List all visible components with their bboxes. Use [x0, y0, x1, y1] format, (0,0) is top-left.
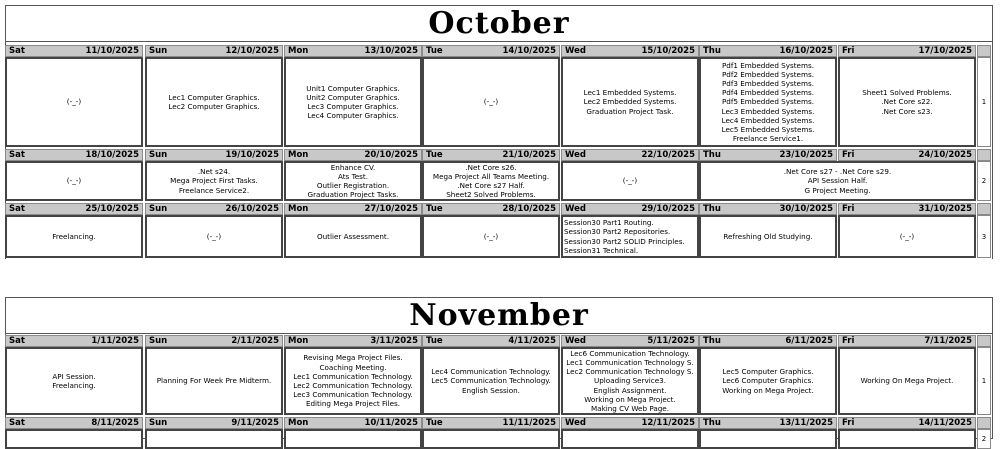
- day-cell[interactable]: [5, 161, 143, 201]
- day-date: 22/10/2025: [641, 150, 695, 160]
- task-line: Lec6 Computer Graphics.: [722, 376, 814, 386]
- day-header: [5, 149, 143, 161]
- task-line: Coaching Meeting.: [319, 362, 387, 372]
- task-line: Mega Project All Teams Meeting.: [432, 171, 550, 181]
- task-line: Session30 Part2 SOLID Principles.: [564, 236, 685, 246]
- day-header: [5, 417, 143, 429]
- task-line: English Session.: [462, 385, 520, 395]
- day-date: 1/11/2025: [91, 336, 139, 346]
- day-name: Sat: [9, 418, 25, 428]
- day-name: Fri: [842, 204, 855, 214]
- day-date: 17/10/2025: [918, 46, 972, 56]
- day-date: 12/11/2025: [641, 418, 695, 428]
- task-line: (-_-): [66, 176, 82, 186]
- day-cell[interactable]: [5, 429, 143, 449]
- day-cell[interactable]: [838, 347, 976, 415]
- day-cell[interactable]: [145, 57, 283, 147]
- day-header: [284, 417, 422, 429]
- day-cell[interactable]: [561, 215, 699, 258]
- day-name: Tue: [426, 418, 443, 428]
- task-line: Pdf4 Embedded Systems.: [721, 88, 815, 98]
- task-line: Freelance Service1.: [732, 134, 804, 144]
- day-cell[interactable]: [561, 161, 699, 201]
- day-name: Mon: [288, 204, 309, 214]
- day-cell[interactable]: [561, 429, 699, 449]
- task-line: Lec5 Embedded Systems.: [721, 125, 815, 134]
- task-line: Refreshing Old Studying.: [723, 231, 813, 241]
- task-line: Session30 Part2 Repositories.: [564, 227, 671, 237]
- day-date: 11/10/2025: [85, 46, 139, 56]
- week-header: [977, 45, 991, 57]
- week-header: [977, 149, 991, 161]
- day-date: 31/10/2025: [918, 204, 972, 214]
- day-name: Sat: [9, 204, 25, 214]
- day-header: [422, 335, 560, 347]
- day-date: 13/11/2025: [779, 418, 833, 428]
- day-name: Thu: [703, 204, 721, 214]
- day-cell[interactable]: [5, 347, 143, 415]
- day-date: 14/10/2025: [502, 46, 556, 56]
- day-date: 13/10/2025: [364, 46, 418, 56]
- week-number: 1: [977, 57, 991, 147]
- task-line: .Net Core s27 - .Net Core s29.: [783, 167, 892, 177]
- task-line: Unit2 Computer Graphics.: [306, 92, 400, 102]
- day-cell[interactable]: [838, 57, 976, 147]
- day-cell[interactable]: [284, 161, 422, 201]
- day-cell[interactable]: [284, 57, 422, 147]
- day-name: Fri: [842, 150, 855, 160]
- task-line: Freelancing.: [52, 381, 96, 390]
- day-cell[interactable]: [284, 429, 422, 449]
- day-header: [422, 417, 560, 429]
- day-date: 23/10/2025: [779, 150, 833, 160]
- day-header: [561, 45, 699, 57]
- task-line: API Session Half.: [807, 176, 868, 186]
- day-header: [699, 417, 837, 429]
- day-cell[interactable]: [145, 429, 283, 449]
- day-header: [284, 149, 422, 161]
- task-line: G Project Meeting.: [804, 185, 871, 195]
- day-date: 20/10/2025: [364, 150, 418, 160]
- task-line: Revising Mega Project Files.: [303, 353, 403, 363]
- task-line: Lec1 Computer Graphics.: [168, 92, 260, 102]
- day-name: Thu: [703, 46, 721, 56]
- task-line: .Net Core s27 Half.: [457, 181, 525, 190]
- day-cell[interactable]: [422, 161, 560, 201]
- day-header: [422, 45, 560, 57]
- day-header: [561, 417, 699, 429]
- day-date: 11/11/2025: [502, 418, 556, 428]
- week-number: 1: [977, 347, 991, 415]
- day-date: 4/11/2025: [508, 336, 556, 346]
- day-name: Wed: [565, 418, 586, 428]
- task-line: Lec3 Computer Graphics.: [307, 102, 399, 111]
- day-header: [145, 149, 283, 161]
- task-line: Editing Mega Project Files.: [305, 399, 401, 409]
- task-line: Ats Test.: [337, 171, 369, 181]
- day-cell[interactable]: [699, 161, 976, 201]
- day-name: Fri: [842, 418, 855, 428]
- day-header: [5, 335, 143, 347]
- day-name: Sun: [149, 150, 168, 160]
- day-name: Sun: [149, 418, 168, 428]
- day-header: [561, 335, 699, 347]
- day-date: 19/10/2025: [225, 150, 279, 160]
- task-line: Working On Mega Project.: [860, 376, 954, 386]
- day-cell[interactable]: [561, 57, 699, 147]
- month-gap: [0, 259, 1000, 297]
- task-line: Outlier Assessment.: [316, 231, 390, 241]
- day-name: Mon: [288, 336, 309, 346]
- week-number: 2: [977, 161, 991, 201]
- day-cell[interactable]: [422, 57, 560, 147]
- task-line: Mega Project First Tasks.: [170, 176, 258, 186]
- day-cell[interactable]: [284, 347, 422, 415]
- day-cell[interactable]: [699, 57, 837, 147]
- day-name: Mon: [288, 418, 309, 428]
- task-line: Pdf5 Embedded Systems.: [721, 97, 815, 107]
- day-cell[interactable]: [561, 347, 699, 415]
- day-name: Sat: [9, 46, 25, 56]
- day-date: 2/11/2025: [231, 336, 279, 346]
- task-line: Working on Mega Project.: [722, 385, 814, 395]
- day-cell[interactable]: [422, 215, 560, 258]
- week-header: [977, 335, 991, 347]
- day-cell[interactable]: [145, 347, 283, 415]
- day-name: Sat: [9, 150, 25, 160]
- task-line: Lec1 Communication Technology S.: [566, 358, 694, 367]
- day-header: [284, 203, 422, 215]
- day-date: 26/10/2025: [225, 204, 279, 214]
- task-line: API Session.: [52, 371, 96, 381]
- task-line: Pdf1 Embedded Systems.: [721, 60, 815, 70]
- day-cell[interactable]: [699, 347, 837, 415]
- day-header: [284, 335, 422, 347]
- day-name: Wed: [565, 46, 586, 56]
- task-line: Lec2 Communication Technology S.: [566, 367, 694, 377]
- week-number: 2: [977, 429, 991, 449]
- day-name: Fri: [842, 336, 855, 346]
- day-date: 8/11/2025: [91, 418, 139, 428]
- day-cell[interactable]: [284, 215, 422, 258]
- task-line: Session31 Technical.: [564, 245, 639, 255]
- day-date: 3/11/2025: [370, 336, 418, 346]
- day-header: [145, 203, 283, 215]
- task-line: Lec2 Embedded Systems.: [583, 97, 677, 107]
- day-name: Sat: [9, 336, 25, 346]
- day-header: [284, 45, 422, 57]
- day-name: Sun: [149, 46, 168, 56]
- task-line: (-_-): [899, 231, 915, 241]
- task-line: English Assignment.: [593, 385, 667, 395]
- task-line: Lec3 Embedded Systems.: [721, 106, 815, 116]
- task-line: Sheet1 Solved Problems.: [862, 88, 952, 98]
- day-name: Sun: [149, 336, 168, 346]
- day-name: Wed: [565, 204, 586, 214]
- task-line: Lec4 Embedded Systems.: [721, 115, 815, 125]
- day-header: [145, 417, 283, 429]
- day-cell[interactable]: [699, 429, 837, 449]
- day-header: [422, 149, 560, 161]
- task-line: Uploading Service3.: [593, 376, 666, 386]
- day-header: [561, 149, 699, 161]
- task-line: Planning For Week Pre Midterm.: [156, 376, 272, 386]
- day-date: 5/11/2025: [647, 336, 695, 346]
- task-line: Pdf3 Embedded Systems.: [721, 78, 815, 88]
- day-header: [5, 203, 143, 215]
- day-header: [838, 45, 976, 57]
- day-name: Fri: [842, 46, 855, 56]
- task-line: Freelance Service2.: [178, 185, 250, 195]
- task-line: Enhance CV.: [330, 162, 376, 172]
- day-name: Mon: [288, 46, 309, 56]
- day-date: 29/10/2025: [641, 204, 695, 214]
- day-date: 27/10/2025: [364, 204, 418, 214]
- day-header: [699, 203, 837, 215]
- day-date: 25/10/2025: [85, 204, 139, 214]
- day-cell[interactable]: [145, 215, 283, 258]
- day-header: [561, 203, 699, 215]
- task-line: Freelancing.: [52, 231, 96, 241]
- day-name: Wed: [565, 150, 586, 160]
- day-header: [5, 45, 143, 57]
- day-name: Wed: [565, 336, 586, 346]
- day-date: 30/10/2025: [779, 204, 833, 214]
- day-cell[interactable]: [838, 215, 976, 258]
- day-date: 18/10/2025: [85, 150, 139, 160]
- day-cell[interactable]: [422, 347, 560, 415]
- task-line: Pdf2 Embedded Systems.: [721, 69, 815, 79]
- day-date: 7/11/2025: [924, 336, 972, 346]
- day-name: Sun: [149, 204, 168, 214]
- task-line: (-_-): [483, 231, 499, 241]
- task-line: .Net s24.: [197, 167, 231, 177]
- day-header: [838, 149, 976, 161]
- day-name: Mon: [288, 150, 309, 160]
- week-header: [977, 203, 991, 215]
- day-cell[interactable]: [5, 57, 143, 147]
- week-header: [977, 417, 991, 429]
- day-name: Tue: [426, 204, 443, 214]
- day-header: [699, 149, 837, 161]
- task-line: Lec1 Embedded Systems.: [583, 88, 677, 98]
- task-line: Graduation Project Tasks.: [307, 190, 399, 200]
- task-line: Graduation Project Task.: [586, 106, 674, 116]
- day-header: [145, 335, 283, 347]
- day-name: Thu: [703, 418, 721, 428]
- day-name: Tue: [426, 336, 443, 346]
- day-date: 28/10/2025: [502, 204, 556, 214]
- day-cell[interactable]: [422, 429, 560, 449]
- week-number: 3: [977, 215, 991, 258]
- day-header: [699, 45, 837, 57]
- task-line: Outlier Registration.: [316, 181, 390, 190]
- task-line: Session30 Part1 Routing.: [564, 218, 654, 228]
- day-name: Tue: [426, 150, 443, 160]
- month-title-november: November: [6, 298, 992, 334]
- day-name: Thu: [703, 336, 721, 346]
- task-line: (-_-): [206, 231, 222, 241]
- task-line: .Net Core s23.: [881, 106, 933, 116]
- day-cell[interactable]: [838, 429, 976, 449]
- day-header: [838, 203, 976, 215]
- task-line: Working on Mega Project.: [584, 394, 676, 404]
- task-line: .Net Core s26.: [465, 162, 517, 172]
- day-date: 12/10/2025: [225, 46, 279, 56]
- day-header: [838, 335, 976, 347]
- day-header: [699, 335, 837, 347]
- day-date: 14/11/2025: [918, 418, 972, 428]
- task-line: Lec6 Communication Technology.: [570, 348, 690, 358]
- day-header: [838, 417, 976, 429]
- day-name: Thu: [703, 150, 721, 160]
- day-date: 10/11/2025: [364, 418, 418, 428]
- day-name: Tue: [426, 46, 443, 56]
- task-line: (-_-): [622, 176, 638, 186]
- day-date: 15/10/2025: [641, 46, 695, 56]
- day-date: 9/11/2025: [231, 418, 279, 428]
- task-line: Lec5 Communication Technology.: [431, 376, 551, 386]
- task-line: Lec2 Communication Technology.: [293, 381, 413, 390]
- task-line: Lec4 Communication Technology.: [431, 367, 551, 377]
- task-line: Lec2 Computer Graphics.: [168, 102, 260, 111]
- task-line: Lec4 Computer Graphics.: [307, 111, 399, 121]
- task-line: .Net Core s22.: [881, 97, 933, 107]
- day-cell[interactable]: [699, 215, 837, 258]
- task-line: (-_-): [483, 97, 499, 107]
- task-line: Sheet2 Solved Problems.: [446, 190, 536, 200]
- day-cell[interactable]: [145, 161, 283, 201]
- day-cell[interactable]: [5, 215, 143, 258]
- task-line: Lec5 Computer Graphics.: [722, 367, 814, 377]
- day-header: [422, 203, 560, 215]
- task-line: Making CV Web Page.: [590, 404, 670, 414]
- day-header: [145, 45, 283, 57]
- month-title-october: October: [6, 6, 992, 42]
- day-date: 24/10/2025: [918, 150, 972, 160]
- task-line: Lec1 Communication Technology.: [293, 371, 413, 381]
- day-date: 6/11/2025: [785, 336, 833, 346]
- day-date: 16/10/2025: [779, 46, 833, 56]
- task-line: Unit1 Computer Graphics.: [306, 83, 400, 93]
- day-date: 21/10/2025: [502, 150, 556, 160]
- task-line: (-_-): [66, 97, 82, 107]
- task-line: Lec3 Communication Technology.: [293, 390, 413, 400]
